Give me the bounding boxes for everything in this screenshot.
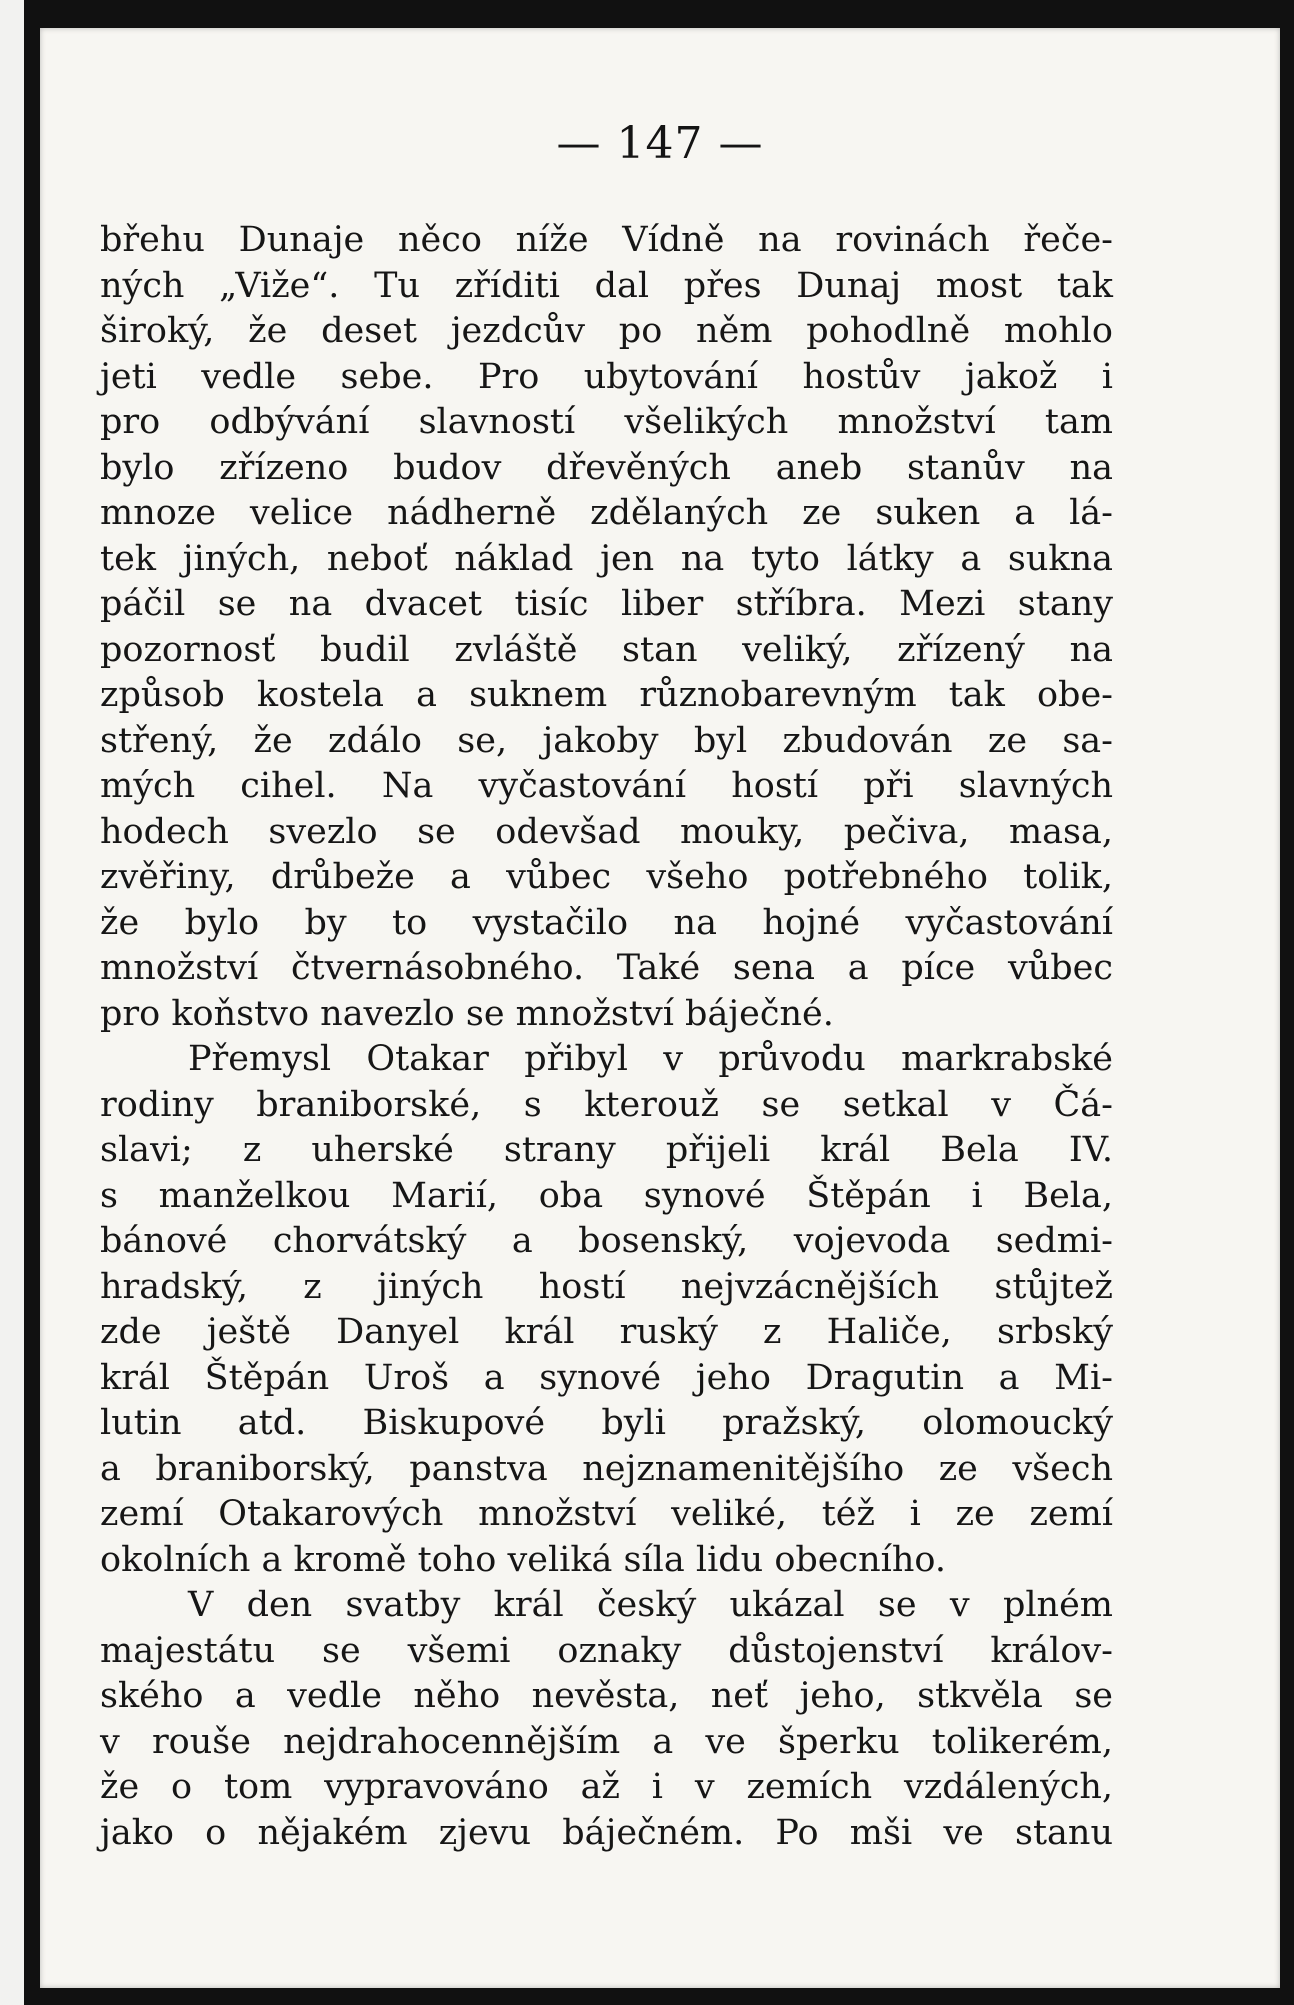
text-line: bánové chorvátský a bosenský, vojevoda sedmi- (100, 1221, 1113, 1261)
text-line: jako o nějakém zjevu báječném. Po mši ve stanu (100, 1812, 1113, 1853)
text-line: mnoze velice nádherně zdělaných ze suken a lá- (100, 493, 1113, 533)
text-line: slavi; z uherské strany přijeli král Bela IV. (100, 1130, 1113, 1170)
text-line: zvěřiny, drůbeže a vůbec všeho potřebného tolik, (100, 857, 1113, 897)
text-line: způsob kostela a suknem různobarevným tak obe- (100, 675, 1113, 715)
paragraph-1 (100, 218, 1113, 1037)
text-line: široký, že deset jezdcův po něm pohodlně mohlo (100, 311, 1113, 351)
text-line: zde ještě Danyel král ruský z Haliče, srbský (100, 1312, 1113, 1352)
text-line: okolních a kromě toho veliká síla lidu obecního. (100, 1539, 946, 1580)
text-line: ných „Viže“. Tu zříditi dal přes Dunaj most tak (100, 265, 1113, 306)
text-line: hradský, z jiných hostí nejvzácnějších stůjtež (100, 1266, 1113, 1307)
text-line: V den svatby král český ukázal se v plném (188, 1585, 1113, 1625)
text-line: střený, že zdálo se, jakoby byl zbudován ze sa- (100, 720, 1113, 761)
page-number: — 147 — (556, 118, 764, 169)
text-line: Přemysl Otakar přibyl v průvodu markrabské (188, 1039, 1113, 1079)
text-line: mých cihel. Na vyčastování hostí při slavných (100, 766, 1113, 806)
paragraph-2 (100, 1037, 1113, 1583)
text-line: ského a vedle něho nevěsta, neť jeho, stkvěla se (100, 1676, 1113, 1716)
text-line: bylo zřízeno budov dřevěných aneb stanův na (100, 447, 1113, 488)
text-line: že o tom vypravováno až i v zemích vzdálených, (100, 1767, 1113, 1807)
text-line: hodech svezlo se odevšad mouky, pečiva, masa, (100, 811, 1113, 852)
text-line: pro odbývání slavností všelikých množství tam (100, 402, 1113, 442)
text-line: tek jiných, neboť náklad jen na tyto látky a sukna (100, 538, 1113, 579)
text-line: a braniborský, panstva nejznamenitějšího ze všech (100, 1448, 1113, 1489)
text-line: majestátu se všemi oznaky důstojenství králov- (100, 1630, 1113, 1671)
text-line: lutin atd. Biskupové byli pražský, olomoucký (100, 1403, 1113, 1443)
text-line: množství čtvernásobného. Také sena a píce vůbec (100, 948, 1113, 988)
body-text (100, 218, 1113, 1856)
text-line: s manželkou Marií, oba synové Štěpán i Bela, (100, 1175, 1113, 1216)
book-page (40, 28, 1280, 1988)
adjacent-page-edge (0, 0, 24, 2005)
text-line: že bylo by to vystačilo na hojné vyčastování (100, 902, 1113, 943)
text-line: v rouše nejdrahocennějším a ve šperku tolikerém, (100, 1721, 1113, 1762)
text-line: zemí Otakarových množství veliké, též i ze zemí (100, 1494, 1113, 1534)
paragraph-3 (100, 1583, 1113, 1856)
text-line: rodiny braniborské, s kterouž se setkal v Čá- (100, 1084, 1113, 1125)
text-line: pozornosť budil zvláště stan veliký, zřízený na (100, 629, 1113, 670)
text-line: pro koňstvo navezlo se množství báječné. (100, 993, 834, 1034)
text-line: páčil se na dvacet tisíc liber stříbra. Mezi stany (100, 584, 1113, 624)
text-line: břehu Dunaje něco níže Vídně na rovinách řeče- (100, 220, 1113, 260)
text-line: král Štěpán Uroš a synové jeho Dragutin a Mi- (100, 1357, 1113, 1398)
text-line: jeti vedle sebe. Pro ubytování hostův jakož i (100, 356, 1113, 397)
